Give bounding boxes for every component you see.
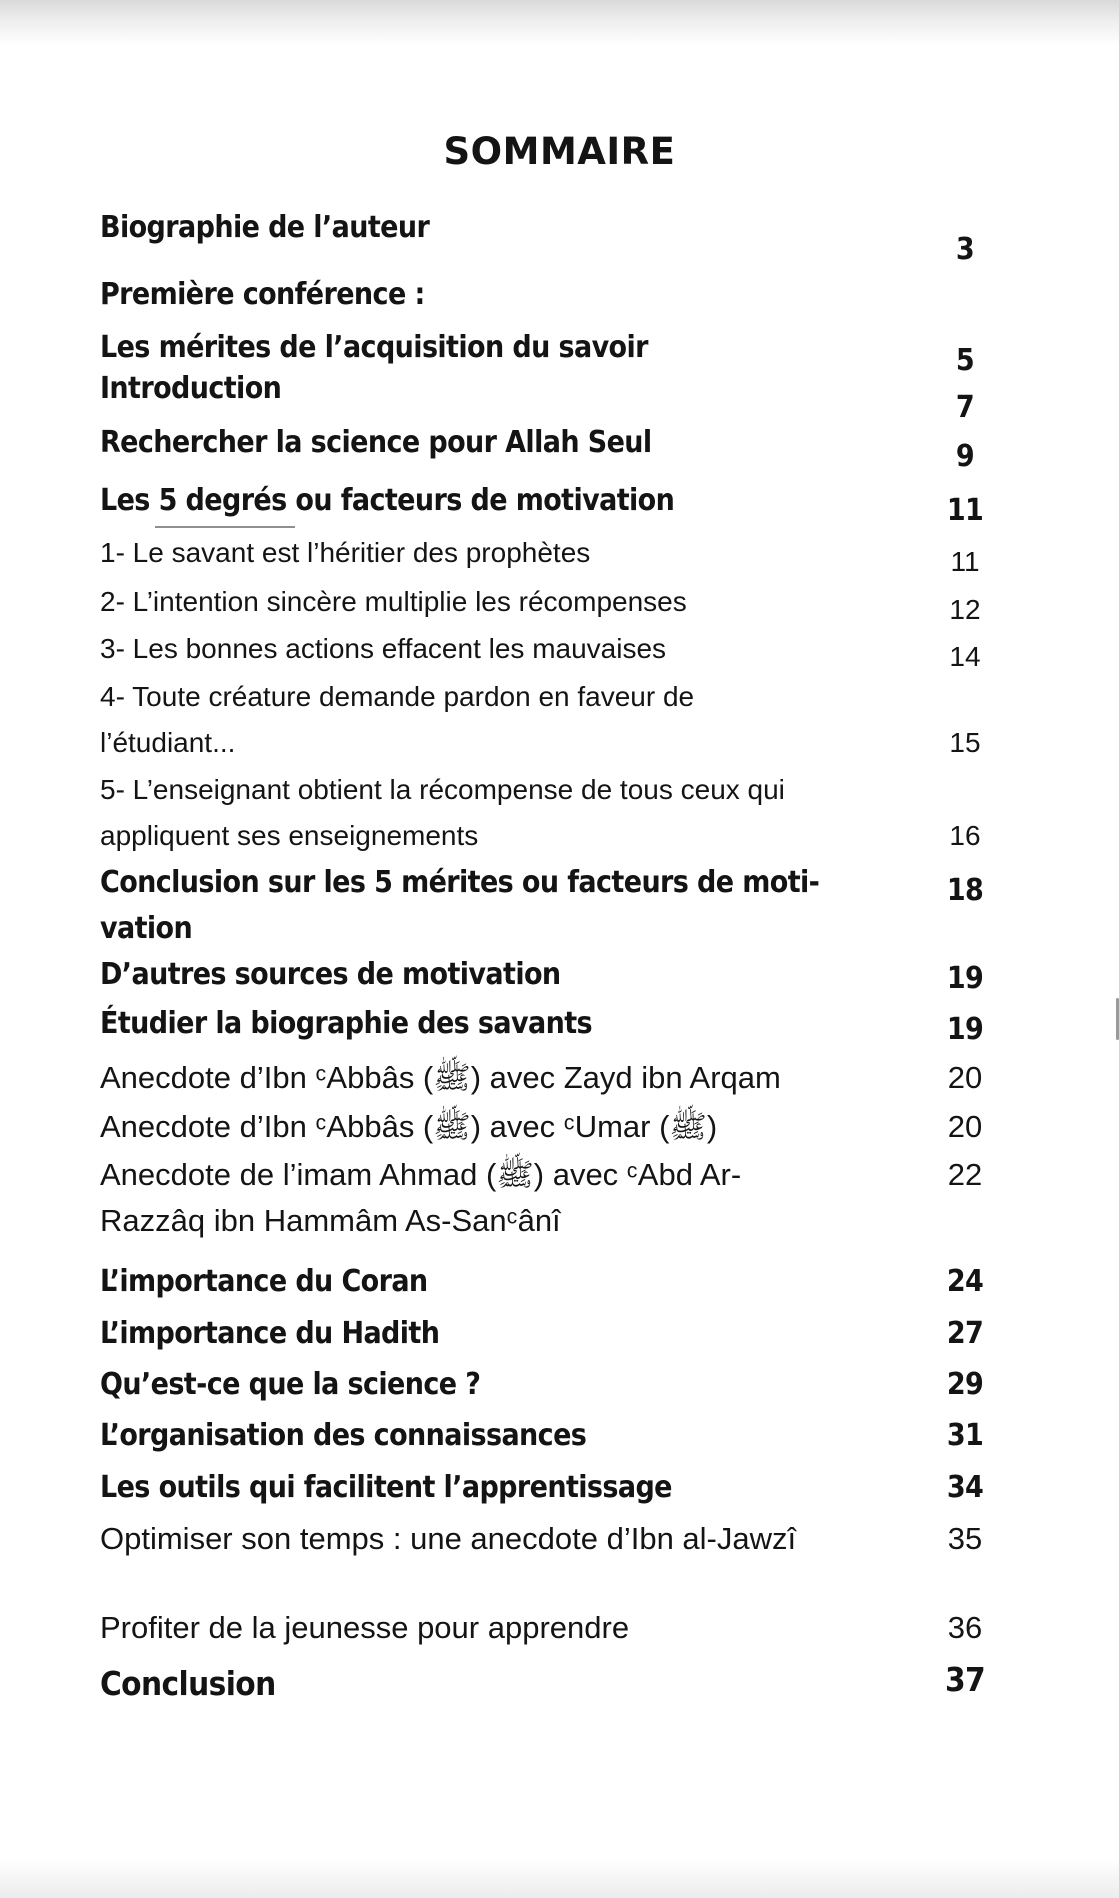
page-title: SOMMAIRE: [443, 130, 676, 173]
toc-entry-page: 29: [946, 1367, 984, 1402]
toc-entry-page: 34: [946, 1470, 984, 1505]
toc-entry-page: 19: [946, 1012, 984, 1047]
toc-entry-page: 20: [947, 1060, 983, 1095]
toc-entry-page: 31: [946, 1418, 984, 1453]
toc-entry-page: 15: [949, 727, 981, 758]
page-bottom-shadow: [0, 1858, 1119, 1898]
toc-entry-label: Qu’est-ce que la science ?: [100, 1367, 481, 1402]
toc-entry-label: Conclusion sur les 5 mérites ou facteurs de moti-vation: [100, 865, 820, 946]
toc-entry-label: L’organisation des connaissances: [100, 1418, 587, 1453]
toc-entry-page: 3: [955, 232, 975, 267]
toc-entry-label: L’importance du Hadith: [100, 1316, 440, 1351]
toc-entry-label: 4- Toute créature demande pardon en faveur de l’étudiant...: [100, 681, 695, 758]
toc-entry-page: 11: [950, 546, 980, 577]
toc-entry-label: Profiter de la jeunesse pour apprendre: [100, 1610, 630, 1645]
toc-entry-label: Les 5 degrés ou facteurs de motivation: [100, 483, 675, 518]
toc-entry-page: 7: [955, 390, 975, 425]
toc-entry-page: 37: [944, 1660, 986, 1699]
toc-entry-label: Anecdote d’Ibn ᶜAbbâs (ﷺ) avec ᶜUmar (ﷺ): [100, 1109, 718, 1144]
toc-entry-label: 5- L’enseignant obtient la récompense de tous ceux qui appliquent ses enseignements: [100, 774, 785, 851]
toc-entry-page: 20: [947, 1109, 983, 1144]
toc-entry-label: Première conférence :: [100, 277, 425, 312]
toc-entry-label: Anecdote d’Ibn ᶜAbbâs (ﷺ) avec Zayd ibn Arqam: [100, 1060, 781, 1095]
toc-entry-label: Étudier la biographie des savants: [100, 1006, 592, 1041]
toc-entry-page: 12: [949, 594, 981, 625]
toc-entry-label: Conclusion: [100, 1664, 276, 1703]
toc-entry-page: 24: [946, 1264, 984, 1299]
toc-entry-page: 5: [955, 343, 975, 378]
page-top-shadow: [0, 0, 1119, 46]
toc-entry-label: Les outils qui facilitent l’apprentissage: [100, 1470, 672, 1505]
toc-entry-label: Les mérites de l’acquisition du savoir: [100, 330, 648, 365]
toc-entry-label: D’autres sources de motivation: [100, 957, 561, 992]
toc-entry-page: 35: [947, 1521, 983, 1556]
toc-entry-label: Introduction: [100, 371, 282, 406]
toc-entry-label: 3- Les bonnes actions effacent les mauvaises: [100, 633, 667, 664]
toc-entry-label: Rechercher la science pour Allah Seul: [100, 425, 652, 460]
toc-entry-page: 11: [946, 493, 984, 528]
toc-entry-page: 14: [949, 641, 981, 672]
toc-entry-page: 16: [949, 820, 981, 851]
toc-entry-page: 19: [946, 961, 984, 996]
toc-entry-label: L’importance du Coran: [100, 1264, 428, 1299]
toc-entry-label: Anecdote de l’imam Ahmad (ﷺ) avec ᶜAbd Ar-Razzâq ibn Hammâm As-Sanᶜânî: [100, 1157, 742, 1238]
toc-entry-label: Optimiser son temps : une anecdote d’Ibn al-Jawzî: [100, 1521, 797, 1556]
toc-entry-page: 27: [946, 1316, 984, 1351]
toc-entry-page: 22: [947, 1157, 983, 1192]
toc-entry-label: 2- L’intention sincère multiplie les récompenses: [100, 586, 687, 617]
toc-entry-page: 18: [946, 873, 984, 908]
toc-entry-label: 1- Le savant est l’héritier des prophètes: [100, 537, 591, 568]
toc-entry-page: 9: [955, 439, 975, 474]
pencil-underline-mark: [155, 526, 295, 528]
toc-entry-label: Biographie de l’auteur: [100, 210, 430, 245]
toc-entry-page: 36: [947, 1610, 983, 1645]
